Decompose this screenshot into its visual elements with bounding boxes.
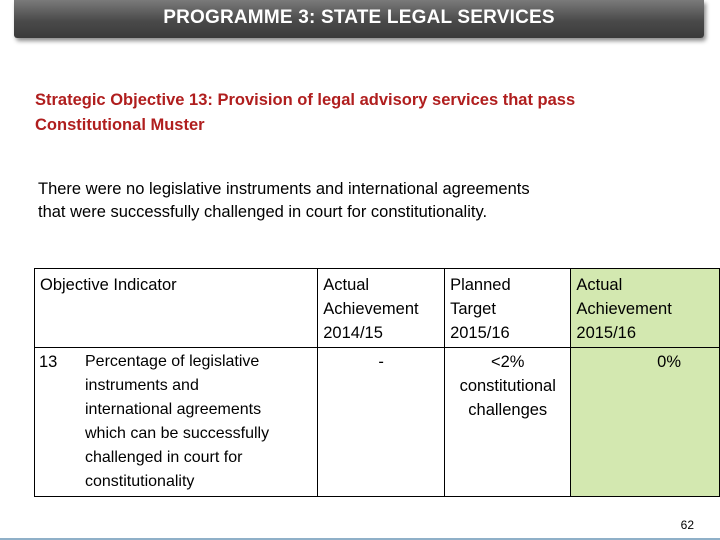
header-text: Objective Indicator [40,276,177,294]
header-text: 2015/16 [450,324,510,342]
header-objective-indicator [35,269,318,348]
planned-line: <2% [490,353,525,371]
indicator-description [85,350,317,494]
objective-line: Strategic Objective 13: Provision of legal advisory services that pass [35,91,576,109]
table-header-row [35,269,720,348]
statement-line: There were no legislative instruments and international agreements [38,180,530,198]
planned-line: challenges [468,401,548,419]
header-text: 2015/16 [576,324,637,342]
header-text: Actual [323,276,370,294]
header-text: Actual [576,276,623,294]
objective-line: Constitutional Muster [35,116,205,134]
header-actual-2014-15 [318,269,445,348]
cell-value: - [378,353,384,371]
indicator-table [34,268,720,497]
actual-2014-15-value [318,348,445,497]
page-number: 62 [680,518,694,532]
summary-statement [38,178,678,224]
indicator-line: Percentage of legislative [85,353,260,370]
table-row [35,348,720,497]
indicator-cell [35,348,318,497]
indicator-line: which can be successfully [85,425,270,442]
indicator-line: challenged in court for [85,449,243,466]
header-text: Target [450,300,496,318]
planned-line: constitutional [459,377,556,395]
indicator-line: constitutionality [85,473,195,490]
header-planned-2015-16 [445,269,571,348]
indicator-line: instruments and [85,377,199,394]
header-text: Achievement [576,300,672,318]
strategic-objective [35,88,705,138]
header-text: Planned [450,276,511,294]
header-text: 2014/15 [323,324,383,342]
statement-line: that were successfully challenged in court for constitutionality. [38,203,488,221]
page-title: PROGRAMME 3: STATE LEGAL SERVICES [14,0,704,38]
header-text: Achievement [323,300,419,318]
cell-value: 0% [657,353,681,371]
planned-2015-16-value [445,348,571,497]
indicator-number: 13 [39,353,58,371]
header-actual-2015-16 [571,269,720,348]
actual-2015-16-value [571,348,720,497]
indicator-line: international agreements [85,401,262,418]
